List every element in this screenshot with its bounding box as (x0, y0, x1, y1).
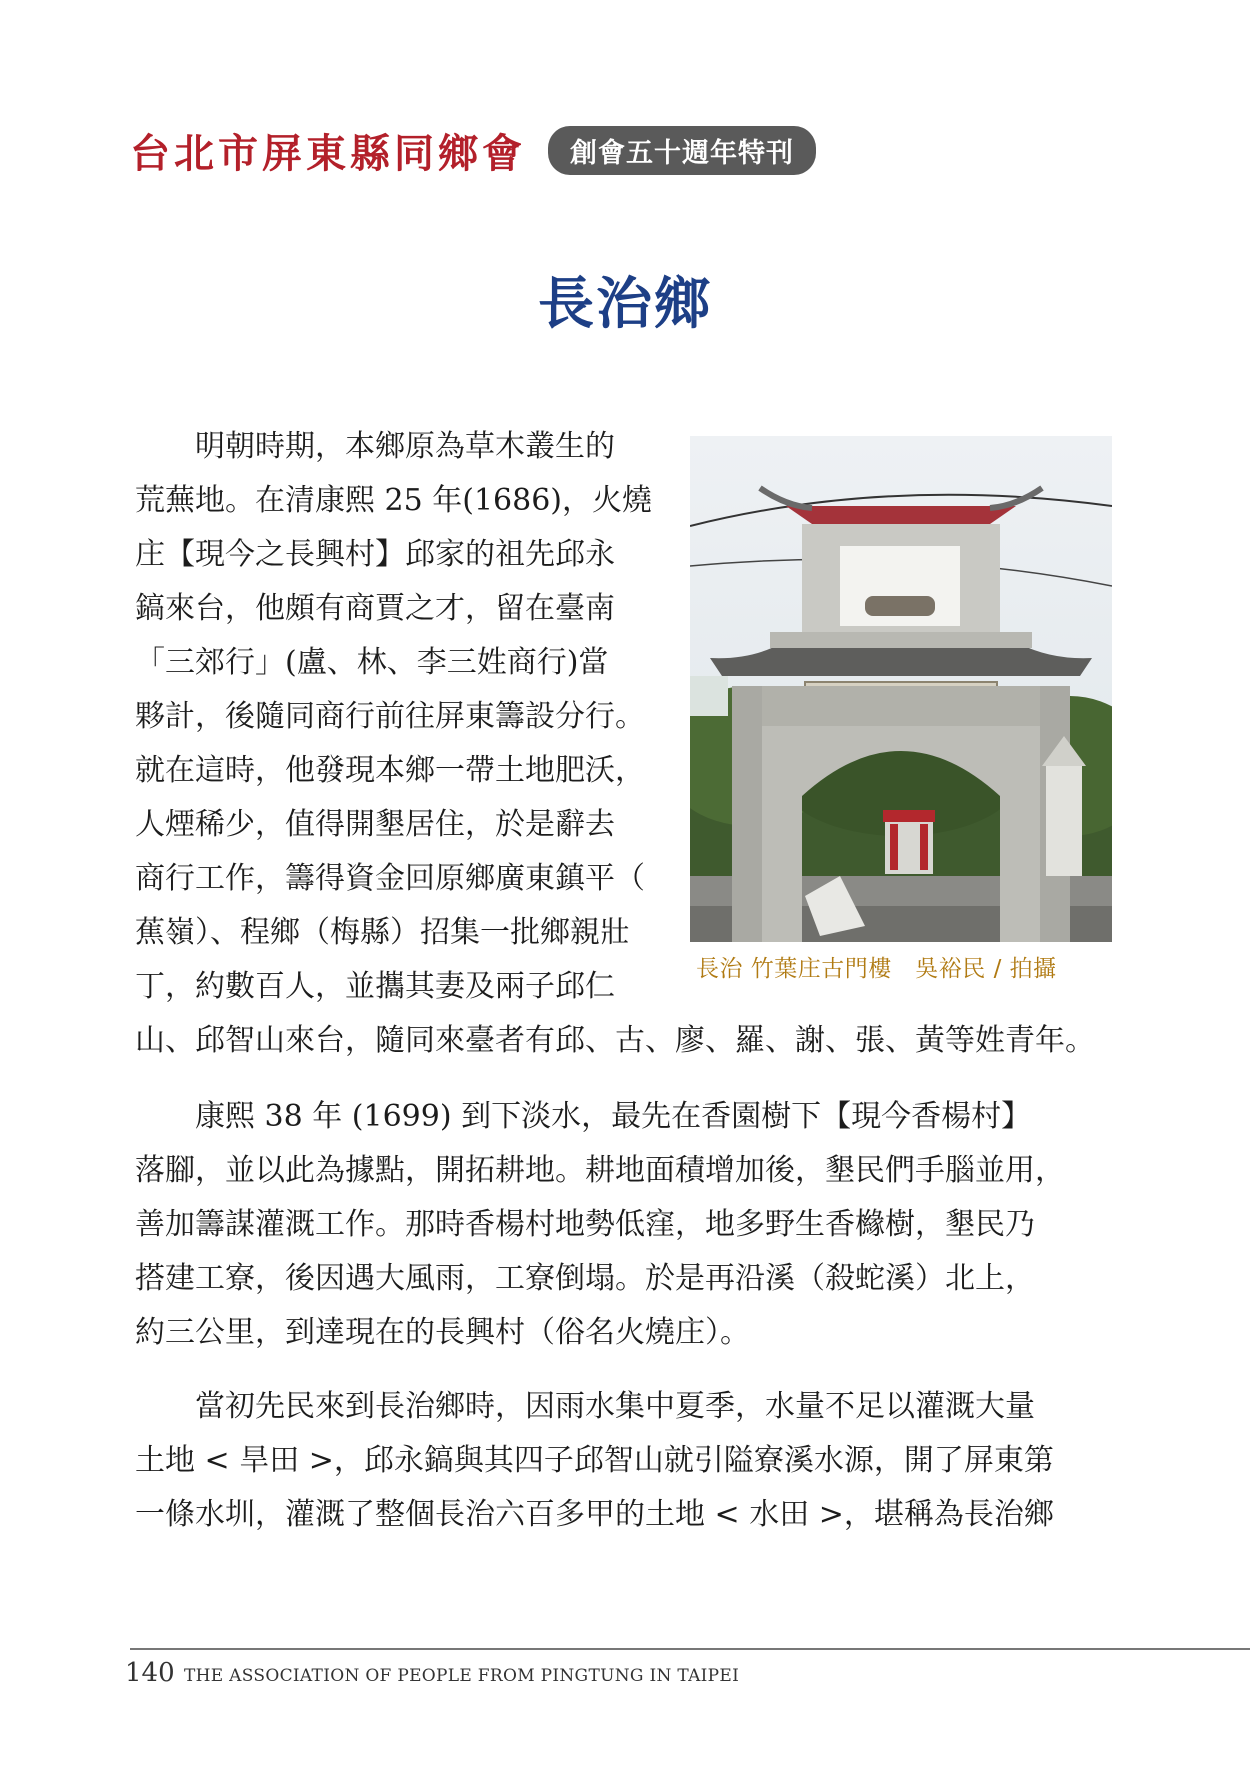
publication-name: THE ASSOCIATION OF PEOPLE FROM PINGTUNG IN TAIPEI (184, 1666, 740, 1686)
text-line: 鎬來台，他頗有商賈之才，留在臺南 (135, 591, 615, 626)
text-line: 當初先民來到長治鄉時，因雨水集中夏季，水量不足以灌溉大量 (135, 1389, 1035, 1424)
text-line: 康熙 38 年 (1699) 到下淡水，最先在香園樹下【現今香楊村】 (135, 1099, 1032, 1134)
text-line: 明朝時期，本鄉原為草木叢生的 (135, 429, 615, 464)
anniversary-badge: 創會五十週年特刊 (548, 126, 816, 175)
text-line: 就在這時，他發現本鄉一帶土地肥沃， (135, 753, 645, 788)
page-header (130, 122, 816, 179)
text-line: 山、邱智山來台，隨同來臺者有邱、古、廖、羅、謝、張、黃等姓青年。 (135, 1023, 1095, 1058)
text-line: 人煙稀少，值得開墾居住，於是辭去 (135, 807, 615, 842)
paragraph-2 (135, 1090, 1065, 1360)
text-line: 荒蕪地。在清康熙 25 年(1686)，火燒 (135, 483, 653, 518)
article-title: 長治鄉 (538, 271, 712, 337)
text-line: 丁，約數百人，並攜其妻及兩子邱仁 (135, 969, 615, 1004)
text-line: 庄【現今之長興村】邱家的祖先邱永 (135, 537, 615, 572)
paragraph-3 (135, 1380, 1054, 1542)
text-line: 一條水圳，灌溉了整個長治六百多甲的土地 < 水田 >，堪稱為長治鄉 (135, 1497, 1054, 1532)
text-line: 落腳，並以此為據點，開拓耕地。耕地面積增加後，墾民們手腦並用， (135, 1153, 1065, 1188)
paragraph-1 (135, 420, 1095, 1068)
text-line: 搭建工寮，後因遇大風雨，工寮倒塌。於是再沿溪（殺蛇溪）北上， (135, 1261, 1035, 1296)
page-number: 140 (125, 1658, 175, 1688)
text-line: 善加籌謀灌溉工作。那時香楊村地勢低窪，地多野生香櫞樹，墾民乃 (135, 1207, 1035, 1242)
photo-caption: 長治 竹葉庄古門樓 吳裕民 / 拍攝 (696, 956, 1057, 982)
text-line: 約三公里，到達現在的長興村（俗名火燒庄）。 (135, 1315, 750, 1350)
association-name: 台北市屏東縣同鄉會 (130, 130, 526, 177)
text-line: 土地 < 旱田 >，邱永鎬與其四子邱智山就引隘寮溪水源，開了屏東第 (135, 1443, 1054, 1478)
footer-divider (130, 1648, 1250, 1650)
text-line: 夥計，後隨同商行前往屏東籌設分行。 (135, 699, 645, 734)
text-line: 「三郊行」(盧、林、李三姓商行)當 (135, 645, 609, 680)
text-line: 商行工作，籌得資金回原鄉廣東鎮平（ (135, 861, 645, 896)
text-line: 蕉嶺）、程鄉（梅縣）招集一批鄉親壯 (135, 915, 630, 950)
